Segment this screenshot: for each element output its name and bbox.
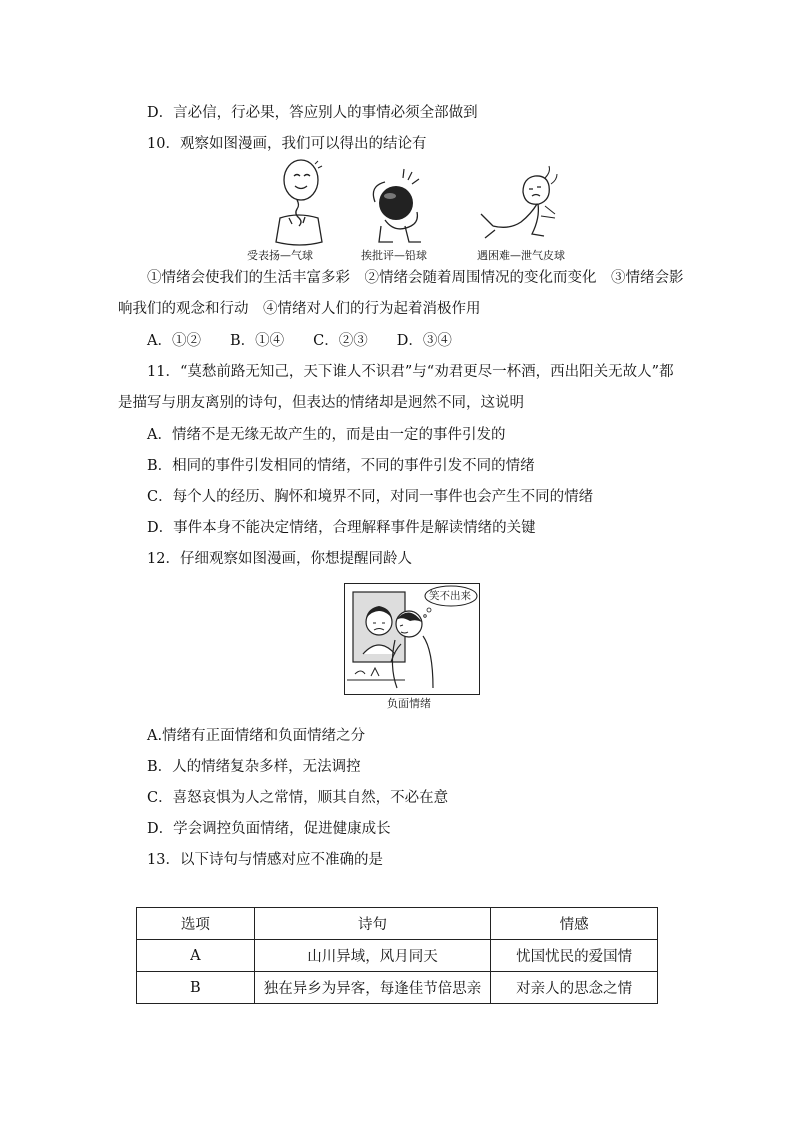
table-cell-emotion: 对亲人的思念之情 [491, 972, 658, 1004]
q12-caption: 负面情绪 [387, 697, 431, 710]
q12-stem: 12．仔细观察如图漫画，你想提醒同龄人 [147, 551, 412, 567]
table-row [137, 972, 658, 1004]
q10-stem: 10．观察如图漫画，我们可以得出的结论有 [147, 136, 427, 152]
table-cell-option: B [137, 972, 255, 1004]
q12-option-d: D．学会调控负面情绪，促进健康成长 [147, 821, 391, 837]
q11-option-b: B．相同的事件引发相同的情绪，不同的事件引发不同的情绪 [147, 458, 535, 474]
table-header-emotion: 情感 [491, 908, 658, 940]
q10-caption-praise: 受表扬—气球 [247, 249, 313, 262]
table-cell-emotion: 忧国忧民的爱国情 [491, 940, 658, 972]
table-cell-option: A [137, 940, 255, 972]
q11-stem-line1: 11．“莫愁前路无知己，天下谁人不识君”与“劝君更尽一杯酒，西出阳关无故人”都 [147, 364, 674, 380]
q12-speech-bubble-text: 笑不出来 [429, 590, 471, 602]
q9-option-d: D．言必信，行必果，答应别人的事情必须全部做到 [147, 105, 478, 121]
table-header-row [137, 908, 658, 940]
q10-caption-difficulty: 遇困难—泄气皮球 [477, 249, 565, 262]
q11-option-a: A．情绪不是无缘无故产生的，而是由一定的事件引发的 [147, 427, 506, 443]
table-cell-poem: 独在异乡为异客，每逢佳节倍思亲 [254, 972, 491, 1004]
deflated-ball-character-icon [481, 166, 557, 238]
q10-caption-criticism: 挨批评—铅球 [361, 249, 427, 262]
q10-cartoon-figure [245, 156, 585, 248]
table-header-poem: 诗句 [254, 908, 491, 940]
q11-stem-line2: 是描写与朋友离别的诗句，但表达的情绪却是迥然不同，这说明 [118, 395, 524, 411]
q10-statement-line2: 响我们的观念和行动 ④情绪对人们的行为起着消极作用 [118, 301, 481, 317]
q13-stem: 13．以下诗句与情感对应不准确的是 [147, 852, 383, 868]
shotput-character-icon [373, 169, 421, 242]
q10-statement-line1: ①情绪会使我们的生活丰富多彩 ②情绪会随着周围情况的变化而变化 ③情绪会影 [147, 270, 684, 286]
table-cell-poem: 山川异域，风月同天 [254, 940, 491, 972]
q11-option-d: D．事件本身不能决定情绪，合理解释事件是解读情绪的关键 [147, 520, 536, 536]
q11-option-c: C．每个人的经历、胸怀和境界不同，对同一事件也会产生不同的情绪 [147, 489, 594, 505]
q12-option-c: C．喜怒哀惧为人之常情，顺其自然，不必在意 [147, 790, 449, 806]
q12-cartoon-frame [344, 583, 480, 695]
q12-option-a: A.情绪有正面情绪和负面情绪之分 [147, 728, 366, 744]
q12-option-b: B．人的情绪复杂多样，无法调控 [147, 759, 361, 775]
q10-choices: A．①② B．①④ C．②③ D．③④ [147, 333, 452, 349]
q13-table [136, 907, 658, 1004]
balloon-character-icon [276, 160, 322, 245]
table-header-option: 选项 [137, 908, 255, 940]
table-row [137, 940, 658, 972]
